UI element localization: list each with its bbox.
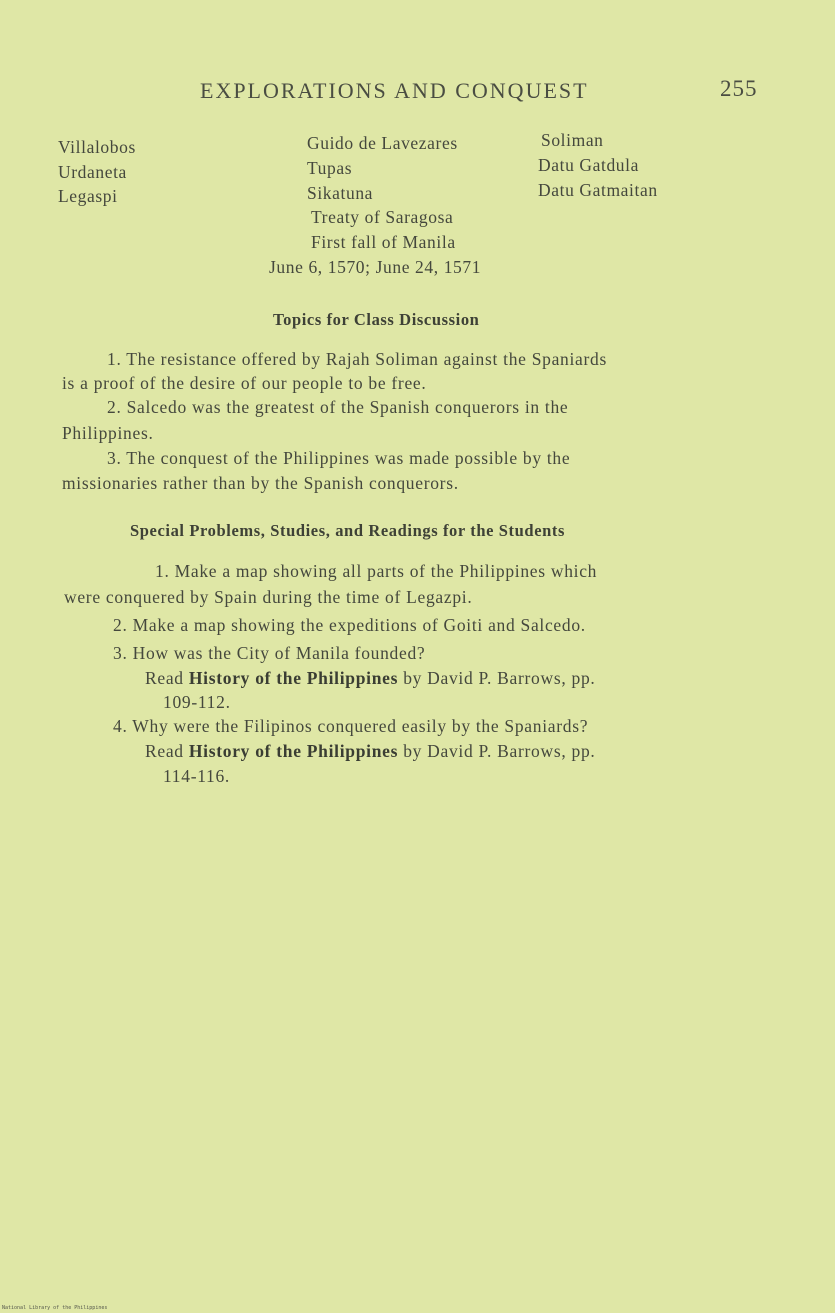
topic-line: is a proof of the desire of our people to be free. — [62, 373, 427, 393]
term-item: Datu Gatdula — [538, 155, 639, 175]
term-item: Villalobos — [58, 137, 136, 157]
topic-line: missionaries rather than by the Spanish conquerors. — [62, 473, 459, 493]
reading-line — [145, 668, 595, 689]
read-suffix: by David P. Barrows, pp. — [403, 741, 596, 761]
read-prefix: Read — [145, 668, 184, 688]
term-item: Soliman — [541, 130, 604, 150]
term-item: Treaty of Saragosa — [311, 207, 454, 227]
topic-line: 2. Salcedo was the greatest of the Spanish conquerors in the — [107, 397, 569, 417]
reading-line — [145, 741, 595, 762]
problem-line: 2. Make a map showing the expeditions of Goiti and Salcedo. — [113, 615, 586, 635]
topic-line: 3. The conquest of the Philippines was made possible by the — [107, 448, 571, 468]
problems-heading: Special Problems, Studies, and Readings for the Students — [130, 521, 566, 540]
term-item: Tupas — [307, 158, 353, 178]
problem-line: 3. How was the City of Manila founded? — [113, 643, 426, 663]
read-prefix: Read — [145, 741, 184, 761]
read-suffix: by David P. Barrows, pp. — [403, 668, 596, 688]
problem-line: were conquered by Spain during the time of Legazpi. — [64, 587, 473, 607]
term-item: June 6, 1570; June 24, 1571 — [269, 257, 482, 277]
page-range: 114-116. — [163, 766, 231, 786]
term-item: Guido de Lavezares — [307, 133, 458, 153]
topic-line: Philippines. — [62, 423, 154, 443]
topic-line: 1. The resistance offered by Rajah Soliman against the Spaniards — [107, 349, 608, 369]
term-item: Sikatuna — [307, 183, 374, 203]
term-item: Legaspi — [58, 186, 118, 206]
term-item: Datu Gatmaitan — [538, 180, 658, 200]
book-title: History of the Philippines — [188, 668, 399, 688]
page-number: 255 — [720, 76, 758, 101]
topics-heading: Topics for Class Discussion — [273, 310, 480, 329]
running-title: EXPLORATIONS AND CONQUEST — [200, 78, 589, 103]
problem-line: 4. Why were the Filipinos conquered easily by the Spaniards? — [113, 716, 589, 736]
library-footer: National Library of the Philippines — [2, 1305, 108, 1311]
term-item: First fall of Manila — [311, 232, 456, 252]
book-title: History of the Philippines — [188, 741, 399, 761]
page-range: 109-112. — [163, 692, 231, 712]
term-item: Urdaneta — [58, 162, 127, 182]
problem-line: 1. Make a map showing all parts of the Philippines which — [155, 561, 598, 581]
